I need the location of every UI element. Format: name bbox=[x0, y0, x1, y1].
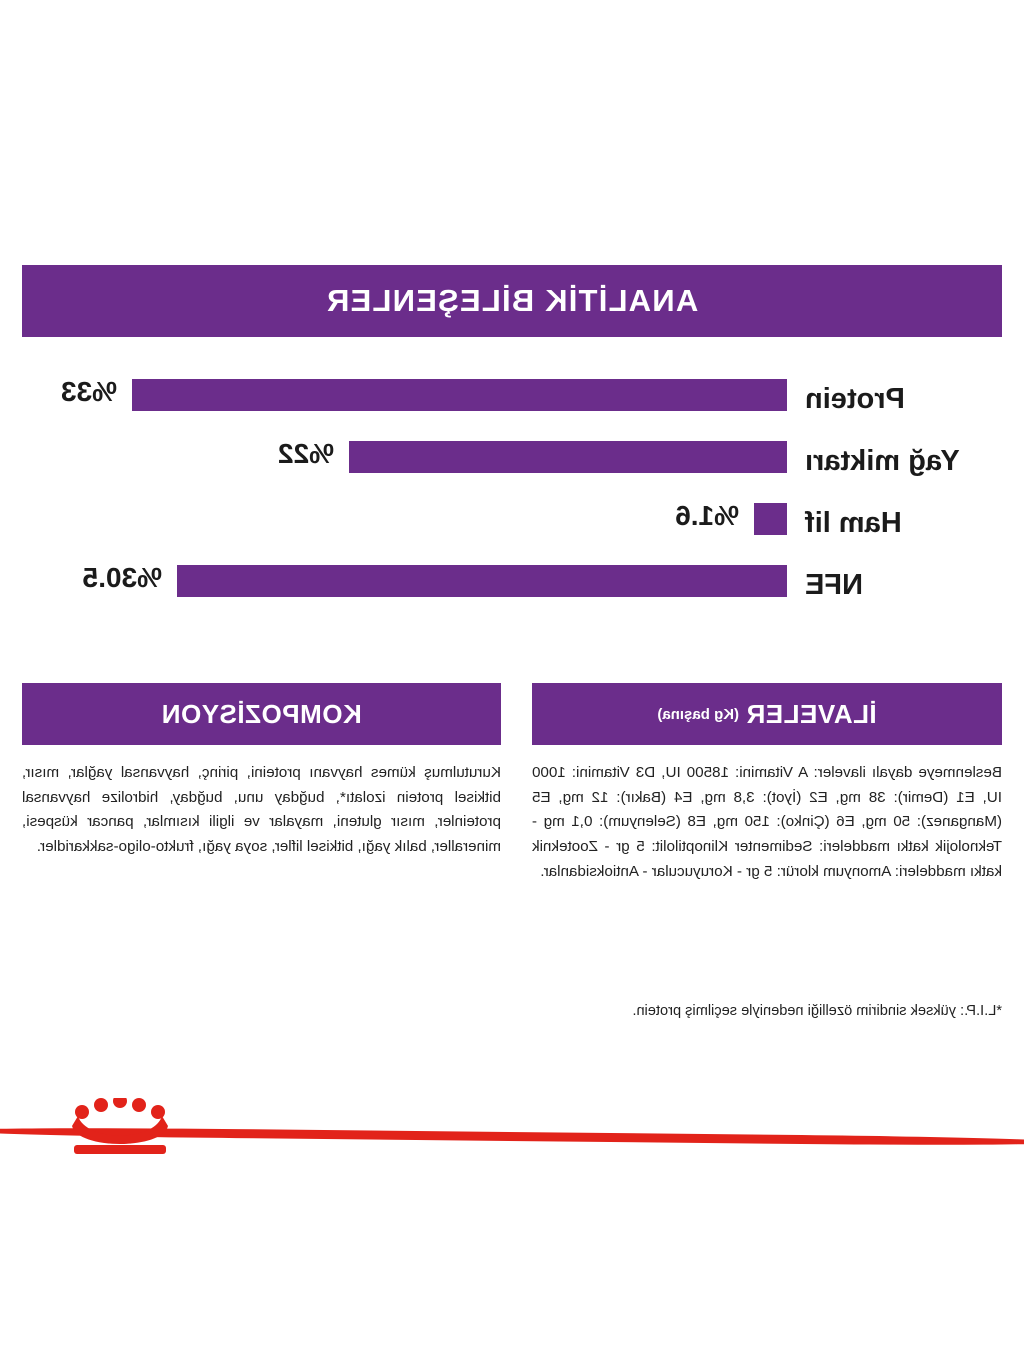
additives-header-subtitle: (Kg başına) bbox=[657, 705, 740, 723]
composition-text: Kurutulmuş kümes hayvanı proteini, pirinç, hayvansal yağlar, mısır, bitkisel protein izolatı*, buğday unu, buğday, hidrolize hayvansal proteinler, mısır gluteni, mayalar ve ilgili kısımlar, pancar küspesi, mineraller, balık yağı, bitkisel lifler, soya yağı, frukto-oligo-sakkaridler. bbox=[22, 764, 501, 855]
nutrient-label: Yağ miktarı bbox=[805, 444, 960, 477]
nutrient-bar bbox=[754, 503, 787, 535]
lip-footnote: *L.I.P.: yüksek sindirim özelliği nedeniyle seçilmiş protein. bbox=[632, 1003, 1002, 1019]
nutrient-track bbox=[22, 368, 787, 430]
analytical-header-bar bbox=[22, 265, 1002, 337]
nutrient-row bbox=[22, 554, 1002, 616]
nutrient-track bbox=[22, 492, 787, 554]
nutrient-label: Protein bbox=[805, 382, 905, 415]
nutrient-bar bbox=[177, 565, 787, 597]
composition-header bbox=[22, 683, 501, 745]
nutrient-row bbox=[22, 368, 1002, 430]
additives-text: Beslenmeye dayalı ilaveler: A Vitamini: 18500 IU, D3 Vitamini: 1000 IU, E1 (Demir): 38 mg, E2 (İyot): 3,8 mg, E4 (Bakır): 12 mg, E5 (Manganez): 50 mg, E6 (Çinko): 150 mg, E8 (Selenyum): 0,1 mg - Teknolojik katkı maddeleri: Sedimenter Klinoptilolit: 5 gr - Zooteknik katkı maddeleri: Amonyum klorür: 5 gr - Koruyucular - Antioksidanlar. bbox=[532, 764, 1002, 880]
nutrient-track bbox=[22, 430, 787, 492]
analytical-values-list bbox=[22, 368, 1002, 616]
nutrient-label: NFE bbox=[805, 568, 863, 601]
nutrient-row bbox=[22, 430, 1002, 492]
nutrient-track bbox=[22, 554, 787, 616]
nutrient-label: Ham lif bbox=[805, 506, 902, 539]
royal-canin-crown-icon bbox=[72, 1098, 168, 1160]
nutrient-bar bbox=[132, 379, 787, 411]
nutrient-bar bbox=[349, 441, 787, 473]
additives-header-title: İLAVELER bbox=[746, 698, 877, 729]
nutrient-value: %1.6 bbox=[675, 500, 739, 531]
composition-panel bbox=[22, 683, 501, 860]
nutrient-value: %30.5 bbox=[82, 562, 162, 593]
nutrient-row bbox=[22, 492, 1002, 554]
nutrient-value: %33 bbox=[60, 376, 117, 407]
analytical-header-title: ANALİTİK BİLEŞENLER bbox=[325, 283, 699, 318]
nutrient-value: %22 bbox=[277, 438, 334, 469]
additives-header bbox=[532, 683, 1002, 745]
additives-panel bbox=[532, 683, 1002, 884]
composition-header-title: KOMPOZİSYON bbox=[161, 698, 362, 729]
